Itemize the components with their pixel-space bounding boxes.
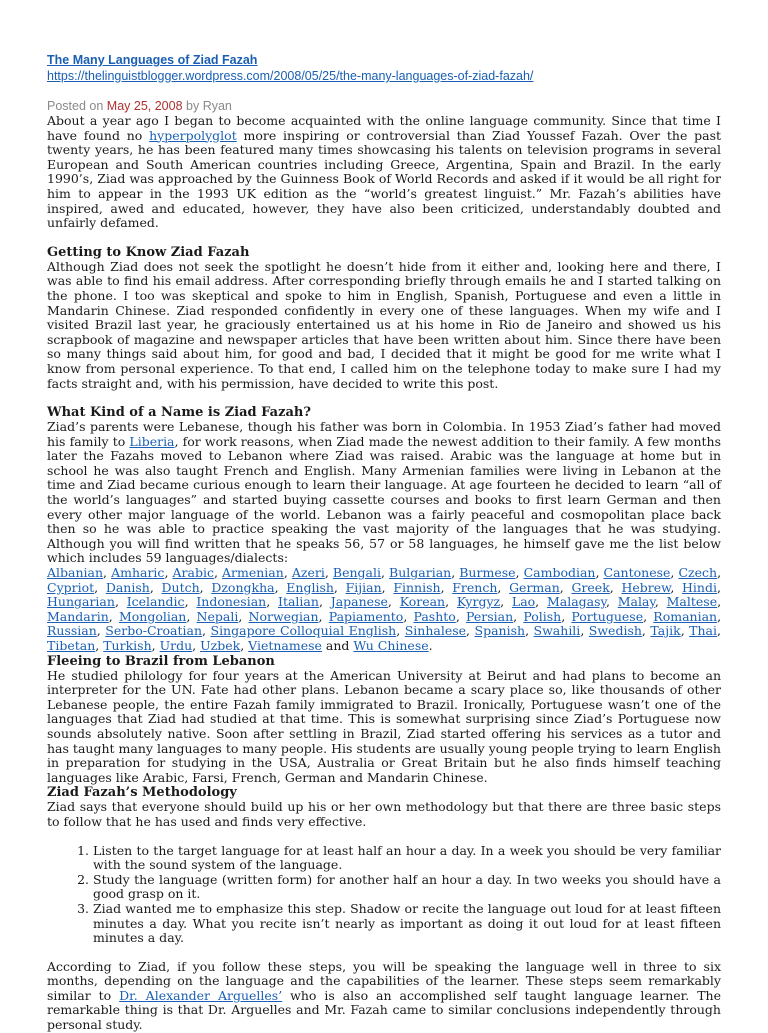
- language-list: Albanian, Amharic, Arabic, Armenian, Azeri, Bengali, Bulgarian, Burmese, Cambodian, Cantonese, Czech, Cypriot, Danish, Dutch, Dzongkha, English, Fijian, Finnish, French, German, Greek, Hebrew, Hindi, Hungarian, Icelandic, Indonesian, Italian, Japanese, Korean, Kyrgyz, Lao, Malagasy, Malay, Maltese, Mandarin, Mongolian, Nepali, Norwegian, Papiamento, Pashto, Persian, Polish, Portuguese, Romanian, Russian, Serbo-Croatian, Singapore Colloquial English, Sinhalese, Spanish, Swahili, Swedish, Tajik, Thai, Tibetan, Turkish, Urdu, Uzbek, Vietnamese and Wu Chinese.: [47, 565, 722, 653]
- language-link-swedish[interactable]: Swedish: [588, 623, 642, 639]
- language-link-sinhalese[interactable]: Sinhalese: [404, 623, 467, 639]
- language-link-russian[interactable]: Russian: [47, 623, 97, 639]
- language-link-nepali[interactable]: Nepali: [196, 608, 239, 624]
- language-link-norwegian[interactable]: Norwegian: [248, 608, 319, 624]
- intro-paragraph: [47, 114, 721, 231]
- language-link-persian[interactable]: Persian: [466, 608, 514, 624]
- language-link-amharic[interactable]: Amharic: [111, 565, 165, 581]
- language-link-malay[interactable]: Malay: [617, 594, 655, 610]
- liberia-link[interactable]: Liberia: [129, 433, 175, 449]
- language-link-dutch[interactable]: Dutch: [161, 579, 200, 595]
- language-link-mandarin[interactable]: Mandarin: [47, 608, 109, 624]
- language-link-french[interactable]: French: [452, 579, 498, 595]
- language-link-polish[interactable]: Polish: [523, 608, 562, 624]
- language-link-kyrgyz[interactable]: Kyrgyz: [456, 594, 501, 610]
- conclusion-paragraph: [47, 960, 721, 1033]
- post-author: by Ryan: [186, 99, 232, 113]
- language-link-hindi[interactable]: Hindi: [682, 579, 717, 595]
- conclusion-text-2: who is also an accomplished self taught language learner. The remarkable thing is that Dr. Arguelles and Mr. Fazah came to similar conclusions independently through personal study.: [47, 987, 721, 1033]
- conclusion-text-1: According to Ziad, if you follow these steps, you will be speaking the language well in three to six months, depending on the language and the capabilities of the learner. These steps seem remarkably similar to: [47, 958, 721, 1003]
- methodology-step: 1. Listen to the target language for at least half an hour a day. In a week you should be very familiar with the sound system of the language.: [93, 844, 721, 873]
- language-link-hebrew[interactable]: Hebrew: [621, 579, 671, 595]
- language-link-maltese[interactable]: Maltese: [666, 594, 718, 610]
- section-heading-methodology: Ziad Fazah’s Methodology: [47, 785, 237, 801]
- language-link-serbo-croatian[interactable]: Serbo-Croatian: [105, 623, 203, 639]
- name-text-1: Ziad’s parents were Lebanese, though his father was born in Colombia. In 1953 Ziad’s father had moved his family to: [47, 419, 721, 449]
- language-link-malagasy[interactable]: Malagasy: [546, 594, 606, 610]
- language-link-korean[interactable]: Korean: [399, 594, 446, 610]
- methodology-steps: [47, 844, 721, 946]
- language-link-portuguese[interactable]: Portuguese: [571, 608, 644, 624]
- intro-text-1: About a year ago I began to become acquainted with the online language community. Since that time I have found no: [47, 113, 721, 143]
- language-link-danish[interactable]: Danish: [105, 579, 150, 595]
- language-link-albanian[interactable]: Albanian: [47, 565, 104, 581]
- language-link-italian[interactable]: Italian: [278, 594, 319, 610]
- language-link-romanian[interactable]: Romanian: [653, 608, 718, 624]
- article-title-link[interactable]: The Many Languages of Ziad Fazah: [47, 53, 258, 67]
- language-link-burmese[interactable]: Burmese: [459, 565, 516, 581]
- language-link-swahili[interactable]: Swahili: [533, 623, 581, 639]
- section-heading-name: What Kind of a Name is Ziad Fazah?: [47, 405, 311, 421]
- hyperpolyglot-link[interactable]: hyperpolyglot: [149, 127, 237, 143]
- language-link-singapore-colloquial-english[interactable]: Singapore Colloquial English: [210, 623, 397, 639]
- section-heading-fleeing: Fleeing to Brazil from Lebanon: [47, 653, 275, 669]
- language-link-tibetan[interactable]: Tibetan: [47, 638, 96, 653]
- language-link-arabic[interactable]: Arabic: [172, 565, 214, 581]
- language-link-armenian[interactable]: Armenian: [222, 565, 284, 581]
- name-text-2: , for work reasons, when Ziad made the newest addition to their family. A few months later the Fazahs moved to Lebanon where Ziad was raised. Arabic was the language at home but in school he was also taught French and English. Many Armenian families were living in Lebanon at the time and Ziad became curious enough to learn their language. At age fourteen he decided to learn “all of the world’s languages” and started buying cassette courses and books to first learn German and then every other major language of the world. Lebanon was a fairly peaceful and cosmopolitan place back then so he was able to practice speaking the vast majority of the languages that he was studying. Although you will find written that he speaks 56, 57 or 58 languages, he himself gave me the list below which includes 59 languages/dialects:: [47, 433, 721, 566]
- posted-on-label: Posted on: [47, 99, 104, 113]
- and-word: and: [321, 638, 354, 653]
- language-link-icelandic[interactable]: Icelandic: [126, 594, 185, 610]
- intro-text-2: more inspiring or controversial than Ziad Youssef Fazah. Over the past twenty years, he has been featured many times showcasing his talents on television programs in several European and South American countries including Greece, Argentina, Spain and Brazil. In the early 1990’s, Ziad was approached by the Guinness Book of World Records and asked if it would be all right for him to appear in the 1993 UK edition as the “world’s greatest linguist.” Mr. Fazah’s abilities have inspired, awed and educated, however, they have also been criticized, understandably doubted and unfairly defamed.: [47, 127, 722, 231]
- language-link-mongolian[interactable]: Mongolian: [118, 608, 187, 624]
- arguelles-link[interactable]: Dr. Alexander Arguelles’: [119, 987, 283, 1003]
- section-text-fleeing: He studied philology for four years at the American University at Beirut and had plans to become an interpreter for the UN. Fate had other plans. Lebanon became a scary place so, like thousands of other Lebanese people, the entire Fazah family immigrated to Brazil. Ironically, Portuguese wasn’t one of the languages that Ziad had studied at that time. This is somewhat surprising since Ziad’s Portuguese now sounds absolutely native. Soon after settling in Brazil, Ziad started offering his services as a tutor and has taught many languages to many people. His students are usually young people trying to learn English in preparation for studying in the USA, Australia or Great Britain but he also finds himself teaching languages like Arabic, Farsi, French, German and Mandarin Chinese.: [47, 667, 721, 785]
- section-text-getting-to-know: Although Ziad does not seek the spotlight he doesn’t hide from it either and, looking here and there, I was able to find his email address. After corresponding briefly through emails he and I started talking on the phone. I too was skeptical and spoke to him in English, Spanish, Portuguese and even a little in Mandarin Chinese. Ziad responded confidently in every one of these languages. When my wife and I visited Brazil last year, he graciously entertained us at his home in Rio de Janeiro and showed us his scrapbook of magazine and newspaper articles that have been written about him. Since there have been so many things said about him, for good and bad, I decided that it might be good for me write what I know from personal experience. To that end, I called him on the telephone today to make sure I had my facts straight and, with his permission, have decided to write this post.: [47, 258, 721, 391]
- language-link-cypriot[interactable]: Cypriot: [47, 579, 95, 595]
- language-link-tajik[interactable]: Tajik: [650, 623, 681, 639]
- section-text-methodology: Ziad says that everyone should build up his or her own methodology but that there are three basic steps to follow that he has used and finds very effective.: [47, 799, 721, 829]
- language-link-urdu[interactable]: Urdu: [159, 638, 193, 653]
- language-link-bengali[interactable]: Bengali: [332, 565, 381, 581]
- language-link-lao[interactable]: Lao: [511, 594, 536, 610]
- language-link-uzbek[interactable]: Uzbek: [200, 638, 241, 653]
- language-link-bulgarian[interactable]: Bulgarian: [389, 565, 452, 581]
- language-link-fijian[interactable]: Fijian: [345, 579, 382, 595]
- section-heading-getting-to-know: Getting to Know Ziad Fazah: [47, 244, 250, 260]
- language-link-thai[interactable]: Thai: [689, 623, 718, 639]
- language-link-german[interactable]: German: [509, 579, 560, 595]
- post-date-link[interactable]: May 25, 2008: [106, 99, 183, 113]
- language-link-cambodian[interactable]: Cambodian: [523, 565, 596, 581]
- language-link-turkish[interactable]: Turkish: [103, 638, 152, 653]
- methodology-step: 3. Ziad wanted me to emphasize this step. Shadow or recite the language out loud for at least fifteen minutes a day. What you recite isn’t nearly as important as doing it out loud for at least fifteen minutes a day.: [93, 902, 721, 946]
- language-link-hungarian[interactable]: Hungarian: [47, 594, 115, 610]
- language-link-japanese[interactable]: Japanese: [330, 594, 388, 610]
- section-text-name: [47, 420, 721, 566]
- language-link-pashto[interactable]: Pashto: [413, 608, 456, 624]
- post-meta: [47, 98, 721, 114]
- article-url-link[interactable]: https://thelinguistblogger.wordpress.com/2008/05/25/the-many-languages-of-ziad-fazah/: [47, 69, 534, 83]
- language-link-dzongkha[interactable]: Dzongkha: [211, 579, 275, 595]
- article: [47, 52, 721, 1033]
- language-link-czech[interactable]: Czech: [678, 565, 718, 581]
- language-link-english[interactable]: English: [286, 579, 334, 595]
- language-link-indonesian[interactable]: Indonesian: [196, 594, 267, 610]
- language-link-wu-chinese[interactable]: Wu Chinese: [353, 638, 429, 653]
- language-link-cantonese[interactable]: Cantonese: [603, 565, 671, 581]
- language-link-vietnamese[interactable]: Vietnamese: [248, 638, 322, 653]
- language-link-finnish[interactable]: Finnish: [393, 579, 441, 595]
- language-link-greek[interactable]: Greek: [571, 579, 610, 595]
- language-link-azeri[interactable]: Azeri: [291, 565, 325, 581]
- language-link-spanish[interactable]: Spanish: [474, 623, 526, 639]
- language-link-papiamento[interactable]: Papiamento: [328, 608, 404, 624]
- methodology-step: 2. Study the language (written form) for another half an hour a day. In two weeks you should have a good grasp on it.: [93, 873, 721, 902]
